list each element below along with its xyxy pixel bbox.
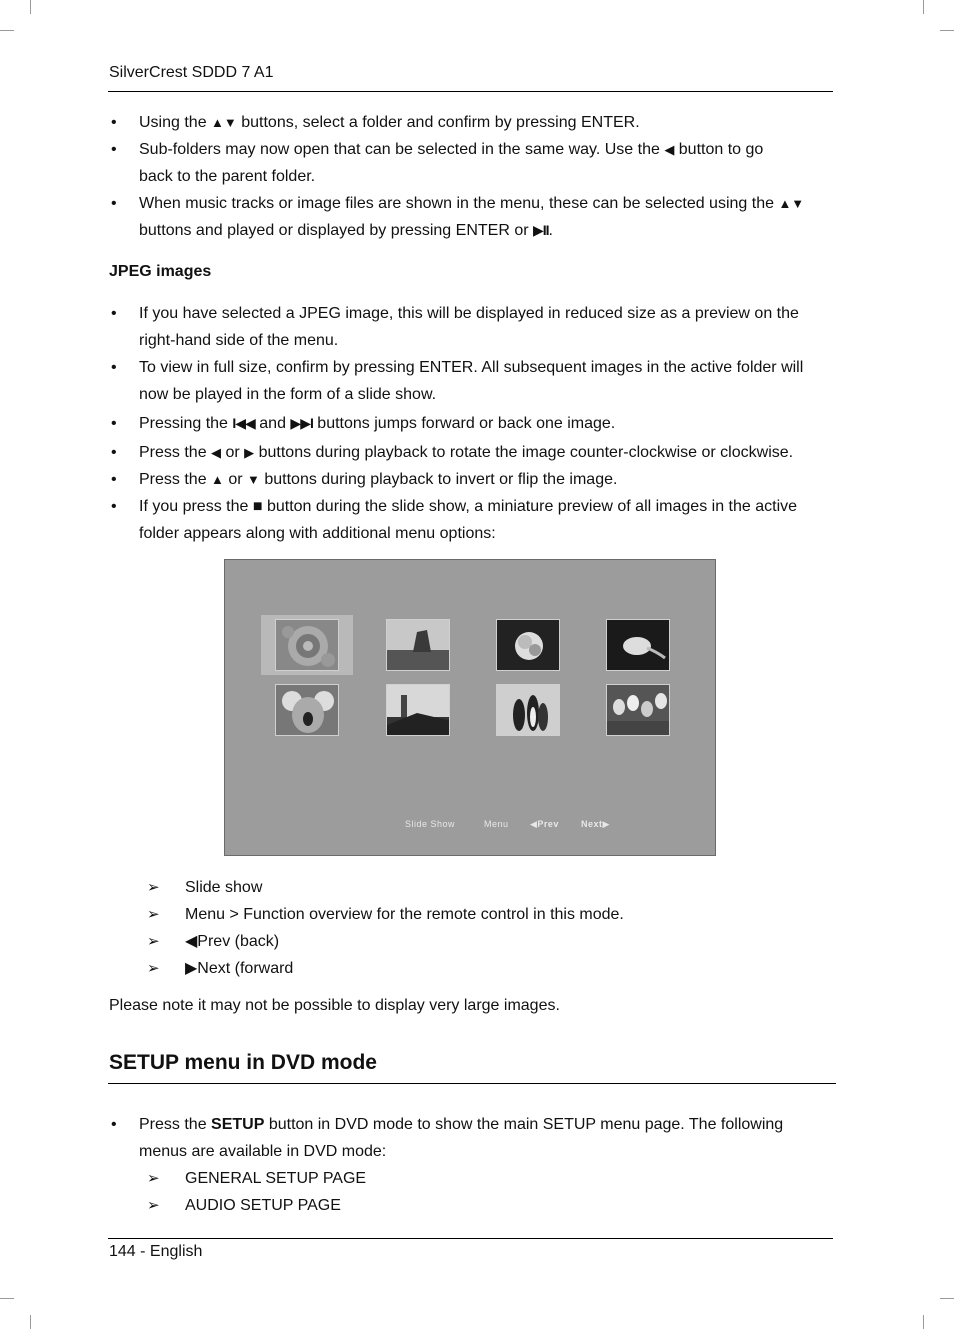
option-text: ▶Next (forward xyxy=(185,960,294,977)
list-item xyxy=(147,955,827,982)
page-footer: 144 - English xyxy=(109,1243,203,1260)
list-item xyxy=(109,466,833,493)
bullet-text: buttons during playback to rotate the image counter-clockwise or clockwise. xyxy=(254,444,794,461)
screen-next-label: Next▶ xyxy=(581,819,610,829)
thumbnail-jellyfish xyxy=(606,619,670,671)
list-item xyxy=(109,109,833,136)
up-arrow-icon: ▲ xyxy=(211,472,224,487)
bullet-dot: • xyxy=(111,471,117,488)
bullet-text: Press the xyxy=(139,444,212,461)
note-paragraph: Please note it may not be possible to display very large images. xyxy=(109,997,560,1014)
list-item xyxy=(147,901,827,928)
crop-mark xyxy=(923,0,924,14)
bullet-dot: • xyxy=(111,305,117,322)
thumbnail-pattern xyxy=(275,619,339,671)
bullet-text: now be played in the form of a slide show. xyxy=(139,386,437,403)
bullet-text: folder appears along with additional menu options: xyxy=(139,525,496,542)
bullet-text: Press the xyxy=(139,471,212,488)
option-text: ◀Prev (back) xyxy=(185,933,280,950)
bullet-dot: • xyxy=(111,141,117,158)
header-title: SilverCrest SDDD 7 A1 xyxy=(109,64,274,81)
bullet-text: buttons jumps forward or back one image. xyxy=(312,415,616,432)
up-down-arrows-icon: ▲▼ xyxy=(778,196,805,211)
bullet-text: To view in full size, confirm by pressing ENTER. All subsequent images in the active folder will xyxy=(139,359,804,376)
crop-mark xyxy=(923,1315,924,1329)
list-item xyxy=(109,410,833,437)
section-heading-jpeg: JPEG images xyxy=(109,263,212,280)
intro-bullet-list xyxy=(109,109,833,244)
bullet-text: Press the xyxy=(139,1116,212,1133)
list-item xyxy=(109,190,833,244)
bullet-text: buttons during playback to invert or flip the image. xyxy=(259,471,618,488)
list-item xyxy=(109,354,833,408)
list-item xyxy=(147,1165,827,1192)
list-item xyxy=(147,928,827,955)
option-text: Slide show xyxy=(185,879,263,896)
thumbnail-penguins xyxy=(496,684,560,736)
crop-mark xyxy=(0,30,14,31)
left-arrow-icon: ◀ xyxy=(211,445,222,460)
thumbnail-koala xyxy=(275,684,339,736)
bullet-dot: • xyxy=(111,195,117,212)
bullet-text: and xyxy=(254,415,291,432)
bullet-text: . xyxy=(548,222,553,239)
list-item xyxy=(109,1111,833,1165)
bullet-dot: • xyxy=(111,498,117,515)
screen-slide-show-label: Slide Show xyxy=(405,819,456,829)
left-arrow-icon: ◀ xyxy=(664,142,675,157)
arrowhead-icon: ➢ xyxy=(147,960,160,977)
bullet-dot: • xyxy=(111,415,117,432)
bullet-text: Using the xyxy=(139,114,212,131)
bullet-text: or xyxy=(221,444,245,461)
section-rule xyxy=(108,1083,836,1084)
bullet-text: button in DVD mode to show the main SETUP menu page. The following xyxy=(264,1116,784,1133)
option-text: AUDIO SETUP PAGE xyxy=(185,1197,341,1214)
bullet-dot: • xyxy=(111,1116,117,1133)
bullet-dot: • xyxy=(111,359,117,376)
thumbnail-tulips xyxy=(606,684,670,736)
crop-mark xyxy=(0,1298,14,1299)
arrowhead-icon: ➢ xyxy=(147,1170,160,1187)
list-item xyxy=(109,493,833,547)
header-rule xyxy=(108,91,833,92)
option-text: Menu > Function overview for the remote control in this mode. xyxy=(185,906,624,923)
play-pause-icon: ▶II xyxy=(533,222,549,238)
crop-mark xyxy=(940,30,954,31)
bullet-text: Sub-folders may now open that can be selected in the same way. Use the xyxy=(139,141,665,158)
list-item xyxy=(147,1192,827,1219)
arrowhead-icon: ➢ xyxy=(147,1197,160,1214)
crop-mark xyxy=(30,1315,31,1329)
bullet-text: buttons, select a folder and confirm by pressing ENTER. xyxy=(236,114,640,131)
right-arrow-icon: ▶ xyxy=(244,445,255,460)
screen-menu-label: Menu xyxy=(484,819,509,829)
list-item xyxy=(147,874,827,901)
bullet-text: button during the slide show, a miniature preview of all images in the active xyxy=(262,498,798,515)
screen-prev-label: ◀Prev xyxy=(530,819,559,829)
list-item xyxy=(109,136,833,190)
bullet-text: or xyxy=(223,471,248,488)
bullet-text: When music tracks or image files are shown in the menu, these can be selected using the xyxy=(139,195,779,212)
down-arrow-icon: ▼ xyxy=(247,472,260,487)
section-heading-setup: SETUP menu in DVD mode xyxy=(109,1051,377,1074)
thumbnail-flower xyxy=(496,619,560,671)
jpeg-bullet-list xyxy=(109,300,833,547)
crop-mark xyxy=(940,1298,954,1299)
bullet-text: button to go xyxy=(674,141,764,158)
footer-rule xyxy=(108,1238,833,1239)
slideshow-preview-screenshot xyxy=(224,559,716,856)
setup-keyword: SETUP xyxy=(211,1116,265,1133)
thumbnail-rock xyxy=(386,619,450,671)
arrowhead-icon: ➢ xyxy=(147,879,160,896)
setup-pages-list xyxy=(147,1165,827,1219)
page-header xyxy=(109,63,833,83)
option-text: GENERAL SETUP PAGE xyxy=(185,1170,367,1187)
list-item xyxy=(109,439,833,466)
bullet-text: If you press the xyxy=(139,498,253,515)
bullet-text: back to the parent folder. xyxy=(139,168,316,185)
bullet-text: menus are available in DVD mode: xyxy=(139,1143,387,1160)
bullet-text: buttons and played or displayed by pressing ENTER or xyxy=(139,222,533,239)
up-down-arrows-icon: ▲▼ xyxy=(211,115,237,130)
thumbnail-lighthouse xyxy=(386,684,450,736)
arrowhead-icon: ➢ xyxy=(147,906,160,923)
bullet-dot: • xyxy=(111,114,117,131)
crop-mark xyxy=(30,0,31,14)
bullet-text: Pressing the xyxy=(139,415,233,432)
list-item xyxy=(109,300,833,354)
arrowhead-icon: ➢ xyxy=(147,933,160,950)
stop-icon: ■ xyxy=(252,498,263,515)
skip-forward-icon: ▶▶I xyxy=(290,415,313,431)
bullet-text: right-hand side of the menu. xyxy=(139,332,339,349)
menu-options-list xyxy=(147,874,827,982)
skip-back-icon: I◀◀ xyxy=(232,415,255,431)
setup-bullet-list xyxy=(109,1111,833,1165)
bullet-dot: • xyxy=(111,444,117,461)
bullet-text: If you have selected a JPEG image, this will be displayed in reduced size as a preview on the xyxy=(139,305,799,322)
